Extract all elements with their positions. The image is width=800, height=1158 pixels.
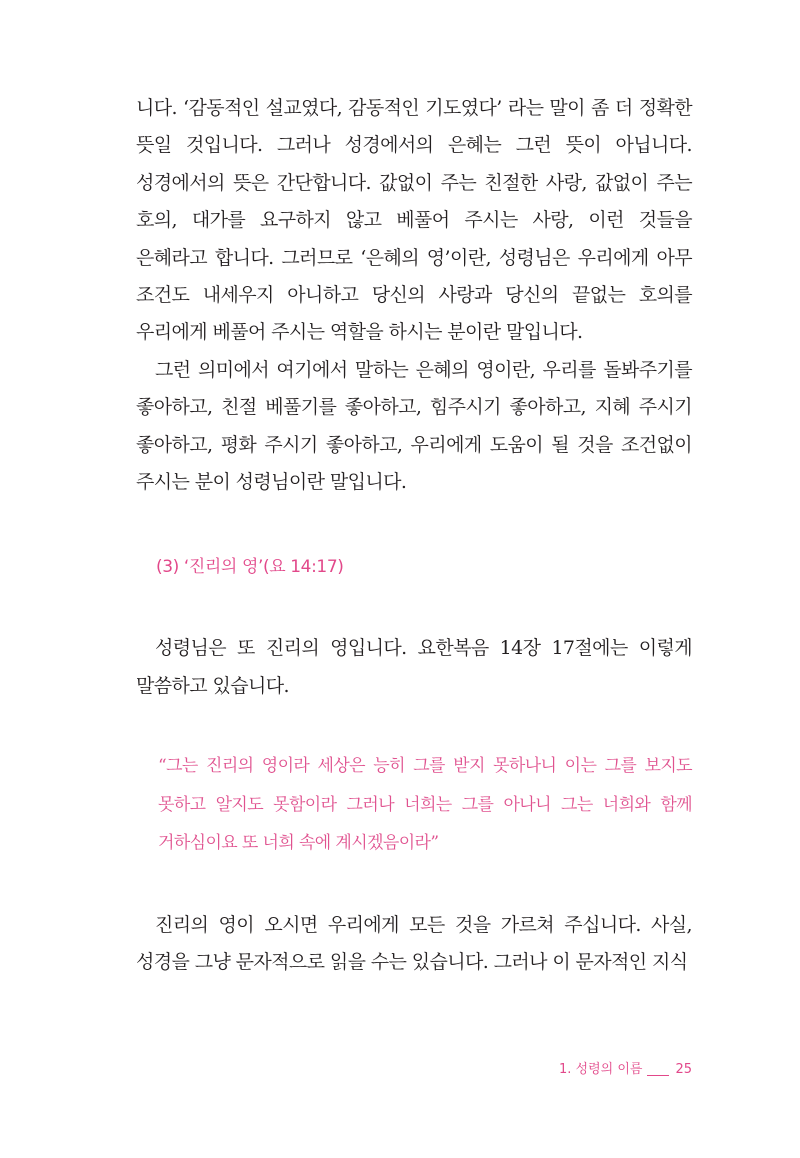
body-paragraph: 그런 의미에서 여기에서 말하는 은혜의 영이란, 우리를 돌봐주기를 좋아하고, 친절 베풀기를 좋아하고, 힘주시기 좋아하고, 지혜 주시기 좋아하고, 평화 주시기 좋아하고, 우리에게 도움이 될 것을 조건없이 주시는 분이 성령님이란 말입니다.: [136, 358, 692, 494]
footer-divider: [647, 1075, 669, 1076]
body-paragraph: 니다. ‘감동적인 설교였다, 감동적인 기도였다’ 라는 말이 좀 더 정확한 뜻일 것입니다. 그러나 성경에서의 은혜는 그런 뜻이 아닙니다. 성경에서의 뜻은 간단합니다. 값없이 주는 친절한 사랑, 값없이 주는 호의, 대가를 요구하지 않고 베풀어 주시는 사랑, 이런 것들을 은혜라고 합니다. 그러므로 ‘은혜의 영’이란, 성령님은 우리에게 아무 조건도 내세우지 아니하고 당신의 사랑과 당신의 끝없는 호의를 우리에게 베풀어 주시는 역할을 하시는 분이란 말입니다.: [136, 97, 692, 344]
scripture-quote: “그는 진리의 영이라 세상은 능히 그를 받지 못하나니 이는 그를 보지도 못하고 알지도 못함이라 그러나 너희는 그를 아나니 그는 너희와 함께 거하심이요 또 너희 속에 계시겠음이라”: [158, 756, 692, 854]
section-subheading: (3) ‘진리의 영’(요 14:17): [156, 557, 344, 578]
body-paragraph: 진리의 영이 오시면 우리에게 모든 것을 가르쳐 주십니다. 사실, 성경을 그냥 문자적으로 읽을 수는 있습니다. 그러나 이 문자적인 지식: [136, 913, 692, 974]
page-footer: [559, 1058, 692, 1077]
chapter-title: 1. 성령의 이름: [558, 1062, 643, 1077]
page-body: [136, 90, 692, 982]
body-paragraph: 성령님은 또 진리의 영입니다. 요한복음 14장 17절에는 이렇게 말씀하고 있습니다.: [136, 637, 692, 697]
page-number: 25: [675, 1062, 692, 1077]
